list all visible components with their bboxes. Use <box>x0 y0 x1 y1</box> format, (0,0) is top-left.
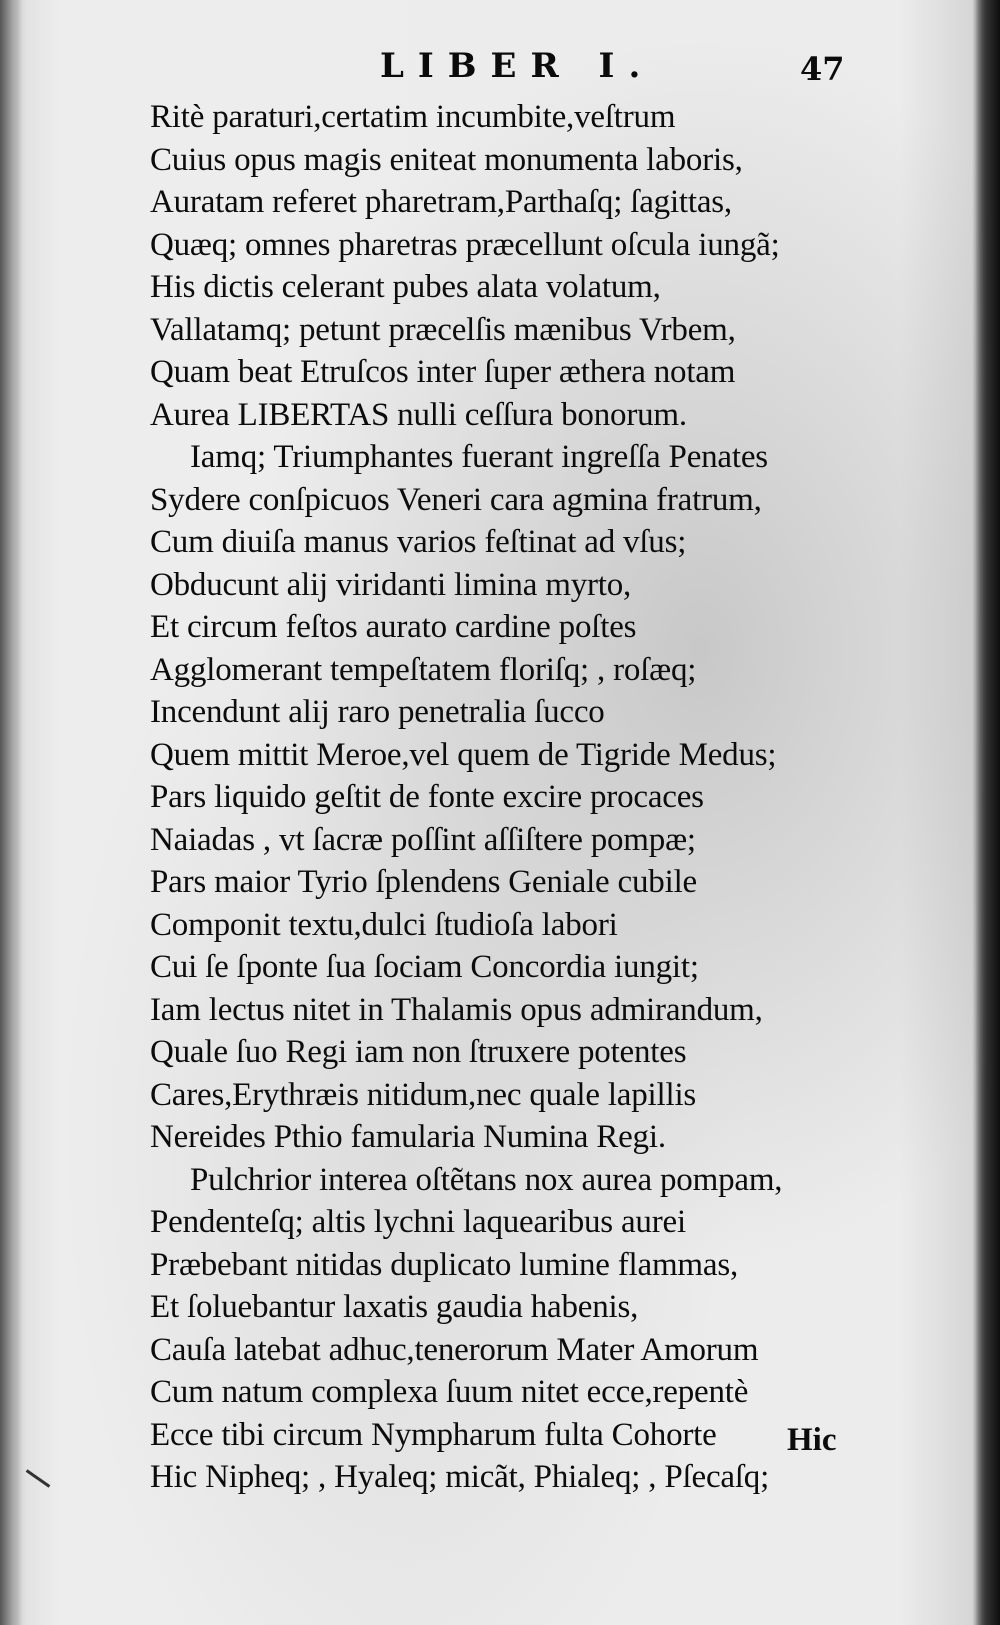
verse-line: Ecce tibi circum Nympharum fulta Cohorte <box>150 1416 717 1453</box>
verse-line: Cares,Erythræis nitidum,nec quale lapillis <box>150 1076 697 1113</box>
verse-line: Iamq; Triumphantes fuerant ingreſſa Penates <box>190 439 768 475</box>
running-head: LIBER I. <box>380 46 655 86</box>
verse-line: Obducunt alij viridanti limina myrto, <box>150 566 632 603</box>
verse-line: Et circum feſtos aurato cardine poſtes <box>150 609 637 645</box>
verse-line: Quale ſuo Regi iam non ſtruxere potentes <box>150 1034 687 1070</box>
verse-line: Et ſoluebantur laxatis gaudia habenis, <box>150 1289 639 1325</box>
page-number: 47 <box>800 50 845 88</box>
verse-line: Cauſa latebat adhuc,tenerorum Mater Amorum <box>150 1331 759 1368</box>
verse-line: Quæq; omnes pharetras præcellunt oſcula iungã; <box>150 226 780 263</box>
verse-line: Auratam referet pharetram,Parthaſq; ſagittas, <box>150 184 732 220</box>
verse-line: Componit textu,dulci ſtudioſa labori <box>150 906 618 943</box>
verse-line: His dictis celerant pubes alata volatum, <box>150 269 661 305</box>
catchword: Hic <box>787 1422 837 1458</box>
verse-line: Naiadas , vt ſacræ poſſint aſſiſtere pompæ; <box>150 821 696 858</box>
verse-line: Pars liquido geſtit de fonte excire procaces <box>150 779 704 815</box>
verse-line: Ritè paraturi,certatim incumbite,veſtrum <box>150 99 676 135</box>
verse-line: Vallatamq; petunt præcelſis mænibus Vrbem, <box>150 311 736 348</box>
verse-text-block <box>150 96 880 1499</box>
margin-mark <box>26 1469 51 1488</box>
verse-line: Præbebant nitidas duplicato lumine flammas, <box>150 1246 739 1283</box>
verse-line: Quem mittit Meroe,vel quem de Tigride Medus; <box>150 736 777 773</box>
verse-line: Cui ſe ſponte ſua ſociam Concordia iungit; <box>150 949 699 985</box>
verse-line: Iam lectus nitet in Thalamis opus admirandum, <box>150 991 763 1028</box>
book-gutter <box>0 0 22 1625</box>
verse-line: Cum diuiſa manus varios feſtinat ad vſus; <box>150 524 687 560</box>
page-edge-shadow <box>972 0 1000 1625</box>
verse-line: Agglomerant tempeſtatem floriſq; , roſæq; <box>150 651 697 688</box>
verse-line: Sydere conſpicuos Veneri cara agmina fratrum, <box>150 481 762 518</box>
verse-line: Pars maior Tyrio ſplendens Geniale cubile <box>150 864 697 900</box>
verse-line: Incendunt alij raro penetralia ſucco <box>150 694 605 730</box>
verse-line: Pendenteſq; altis lychni laquearibus aurei <box>150 1204 686 1240</box>
verse-line: Aurea LIBERTAS nulli ceſſura bonorum. <box>150 396 687 433</box>
verse-line: Cum natum complexa ſuum nitet ecce,repentè <box>150 1374 749 1410</box>
verse-line: Cuius opus magis eniteat monumenta laboris, <box>150 141 743 178</box>
verse-line: Quam beat Etruſcos inter ſuper æthera notam <box>150 354 736 390</box>
verse-line: Hic Nipheq; , Hyaleq; micãt, Phialeq; , Pſecaſq; <box>150 1459 770 1495</box>
verse-line: Nereides Pthio famularia Numina Regi. <box>150 1119 666 1155</box>
verse-line: Pulchrior interea oſtẽtans nox aurea pompam, <box>190 1161 783 1198</box>
